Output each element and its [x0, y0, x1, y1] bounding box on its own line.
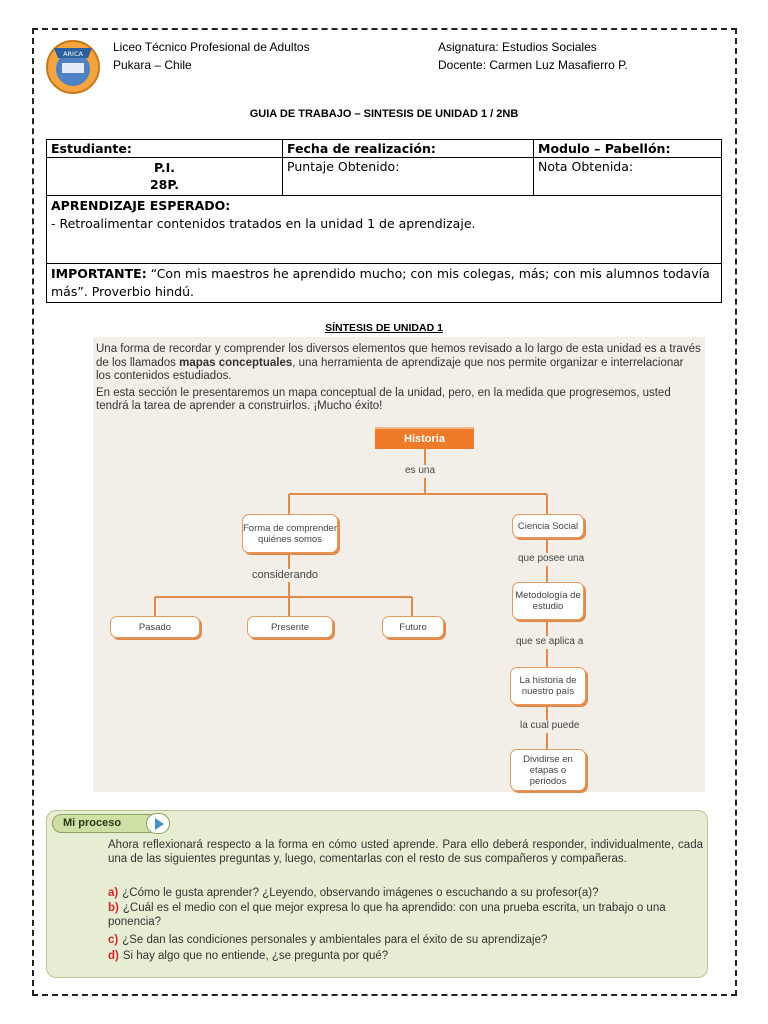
- school-location: Pukara – Chile: [113, 58, 192, 72]
- node-forma-comprender: Forma de comprender quiénes somos: [242, 514, 338, 553]
- learning-title: APRENDIZAJE ESPERADO:: [51, 198, 231, 213]
- subject: Asignatura: Estudios Sociales: [438, 40, 597, 54]
- important-label: IMPORTANTE:: [51, 266, 147, 281]
- important-text: “Con mis maestros he aprendido mucho; con mis colegas, más; con mis alumnos todavía más”. Proverbio hindú.: [51, 266, 710, 299]
- node-metodologia: Metodología de estudio: [512, 582, 584, 620]
- node-dividirse: Dividirse en etapas o periodos: [510, 749, 586, 791]
- grade-field[interactable]: Nota Obtenida:: [534, 158, 722, 196]
- module-field[interactable]: Modulo – Pabellón:: [534, 140, 722, 158]
- synthesis-title: SÍNTESIS DE UNIDAD 1: [325, 322, 443, 334]
- learning-text: - Retroalimentar contenidos tratados en la unidad 1 de aprendizaje.: [51, 216, 476, 231]
- link-que-posee-una: que posee una: [518, 553, 585, 564]
- date-field[interactable]: Fecha de realización:: [283, 140, 534, 158]
- node-ciencia-social: Ciencia Social: [512, 514, 584, 538]
- question-a: a) ¿Cómo le gusta aprender? ¿Leyendo, observando imágenes o escuchando a su profesor(a)?: [108, 887, 599, 899]
- play-icon: [146, 813, 170, 834]
- mi-proceso-intro-text: Ahora reflexionará respecto a la forma en cómo usted aprende. Para ello deberá responder, individualmente, cada una de las siguientes preguntas y, luego, comentarlas con el resto de sus compañeros y compañeras.: [108, 839, 703, 865]
- node-pasado: Pasado: [110, 616, 200, 638]
- link-la-cual-puede: la cual puede: [520, 720, 580, 731]
- node-historia: Historia: [375, 427, 474, 449]
- question-b: b) ¿Cuál es el medio con el que mejor expresa lo que ha aprendido: con una prueba escrita, un trabajo o una ponencia?: [108, 902, 666, 928]
- question-d: d) Si hay algo que no entiende, ¿se pregunta por qué?: [108, 950, 389, 962]
- student-field[interactable]: Estudiante:: [47, 140, 283, 158]
- intro-paragraph-2: En esta sección le presentaremos un mapa conceptual de la unidad, pero, en la medida que progresemos, usted tendrá la tarea de aprender a construirlos. ¡Mucho éxito!: [96, 386, 671, 412]
- intro-paragraph-1: Una forma de recordar y comprender los diversos elementos que hemos revisado a lo largo de esta unidad es a través de los llamados mapas conceptuales, una herramienta de aprendizaje que nos permite organizar e interrelacionar los contenidos estudiados.: [96, 343, 701, 382]
- link-que-se-aplica-a: que se aplica a: [516, 636, 584, 647]
- pi-label: P.I.: [153, 160, 175, 175]
- logo-text: ARICA: [63, 50, 83, 58]
- school-name: Liceo Técnico Profesional de Adultos: [113, 40, 310, 54]
- node-futuro: Futuro: [382, 616, 444, 638]
- score-field[interactable]: Puntaje Obtenido:: [283, 158, 534, 196]
- node-presente: Presente: [247, 616, 333, 638]
- question-c: c) ¿Se dan las condiciones personales y ambientales para el éxito de su aprendizaje?: [108, 934, 548, 946]
- node-historia-pais: La historia de nuestro país: [510, 667, 586, 705]
- teacher: Docente: Carmen Luz Masafierro P.: [438, 58, 628, 72]
- mi-proceso-label: Mi proceso: [52, 814, 170, 833]
- link-considerando: considerando: [252, 569, 319, 581]
- intro-bold-term: mapas conceptuales: [179, 356, 293, 369]
- mi-proceso-intro: [108, 839, 703, 869]
- link-es-una: es una: [405, 465, 436, 476]
- guide-title: GUIA DE TRABAJO – SINTESIS DE UNIDAD 1 / 2NB: [249, 108, 519, 120]
- pi-value: 28P.: [149, 177, 179, 192]
